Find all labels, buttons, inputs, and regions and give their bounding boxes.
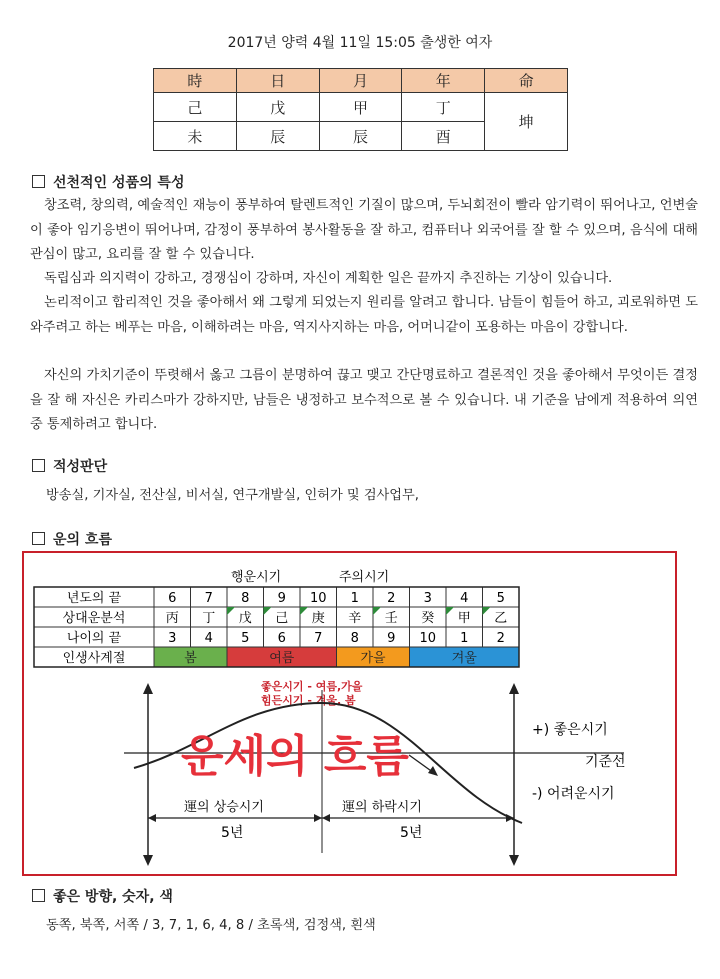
grid-value: 壬	[384, 611, 398, 626]
arrow-left-icon	[148, 814, 156, 822]
grid-value: 3	[168, 631, 177, 646]
grid-value: 6	[168, 591, 177, 606]
saju-stem-year: 丁	[402, 93, 485, 122]
arrow-right-icon	[506, 814, 514, 822]
grid-value: 丙	[165, 611, 179, 626]
row-label: 년도의 끝	[66, 591, 122, 606]
checkbox-icon	[32, 532, 45, 545]
grid-value: 7	[204, 591, 213, 606]
lucky-text: 동쪽, 북쪽, 서쪽 / 3, 7, 1, 6, 4, 8 / 초록색, 검정색, 흰색	[46, 918, 376, 933]
left-span-label: 5년	[221, 825, 244, 841]
grid-value: 9	[387, 631, 396, 646]
page-title: 2017년 양력 4월 11일 15:05 출생한 여자	[227, 35, 493, 51]
arrow-right-icon	[314, 814, 322, 822]
saju-stem-hour: 己	[154, 93, 237, 122]
saju-table	[153, 68, 568, 151]
caution-period-label: 주의시기	[339, 570, 390, 585]
saju-stem-day: 戊	[236, 93, 319, 122]
season-label: 가을	[360, 651, 386, 666]
grid-value: 10	[419, 631, 437, 646]
grid-value: 5	[241, 631, 250, 646]
section-heading-aptitude: 적성판단	[32, 456, 107, 476]
grid-value: 己	[275, 611, 289, 626]
grid-value: 10	[309, 591, 327, 606]
saju-header-life: 命	[485, 69, 568, 93]
grid-value: 7	[314, 631, 323, 646]
arrow-pointer-icon	[428, 766, 438, 776]
aptitude-text: 방송실, 기자실, 전산실, 비서실, 연구개발실, 인허가 및 검사업무,	[46, 488, 419, 503]
overlay-good-text: 좋은시기 - 여름,가을	[261, 680, 363, 693]
grid-value: 4	[460, 591, 469, 606]
grid-value: 丁	[202, 611, 216, 626]
arrow-left-icon	[322, 814, 330, 822]
grid-value: 1	[460, 631, 469, 646]
character-paragraph-2: 독립심과 의지력이 강하고, 경쟁심이 강하며, 자신이 계획한 일은 끝까지 추진하는 기상이 있습니다.	[44, 271, 613, 286]
row-label: 나이의 끝	[66, 631, 122, 646]
good-period-label: 행운시기	[231, 570, 282, 585]
section-heading-fortune: 운의 흐름	[32, 529, 112, 549]
grid-value: 8	[350, 631, 359, 646]
saju-branch-hour: 未	[154, 122, 237, 151]
saju-header-year: 年	[402, 69, 485, 93]
checkbox-icon	[32, 889, 45, 902]
section-heading-lucky: 좋은 방향, 숫자, 색	[32, 886, 173, 906]
right-span-label: 5년	[400, 825, 423, 841]
saju-life: 坤	[485, 93, 568, 151]
arrow-down-icon	[509, 855, 519, 866]
character-paragraph-4: 자신의 가치기준이 뚜렷해서 옳고 그름이 분명하여 끊고 맺고 간단명료하고 결론적인 것을 좋아해서 무엇이든 결정을 잘 해 자신은 카리스마가 강하지만, 남들은 냉정하고 보수적으로 볼 수 있습니다. 내 기준을 남에게 적용하여 의연 중 통제하려고 합니다.	[30, 368, 698, 432]
fortune-grid	[34, 587, 519, 667]
grid-value: 2	[496, 631, 505, 646]
arrow-up-icon	[509, 683, 519, 694]
fortune-flow-chart	[22, 551, 677, 876]
saju-branch-day: 辰	[236, 122, 319, 151]
grid-value: 8	[241, 591, 250, 606]
rise-period-label: 運의 상승시기	[184, 800, 264, 815]
grid-value: 5	[496, 591, 505, 606]
season-label: 겨울	[451, 651, 477, 666]
arrow-up-icon	[143, 683, 153, 694]
arrow-down-icon	[143, 855, 153, 866]
checkbox-icon	[32, 459, 45, 472]
fortune-chart-svg	[24, 553, 675, 874]
saju-stem-month: 甲	[319, 93, 402, 122]
grid-value: 乙	[494, 611, 508, 626]
overlay-hard-text: 힘든시기 - 겨울, 봄	[261, 694, 356, 707]
grid-value: 辛	[348, 611, 362, 626]
baseline-label: 기준선	[585, 754, 626, 770]
big-fortune-title: 운세의 흐름	[181, 731, 409, 782]
season-label: 봄	[184, 651, 197, 666]
season-label: 여름	[269, 651, 295, 666]
grid-value: 4	[204, 631, 213, 646]
bad-period-marker: -) 어려운시기	[532, 786, 615, 802]
saju-header-day: 日	[236, 69, 319, 93]
grid-value: 癸	[421, 611, 435, 626]
grid-value: 1	[350, 591, 359, 606]
saju-header-month: 月	[319, 69, 402, 93]
checkbox-icon	[32, 175, 45, 188]
grid-value: 戊	[238, 611, 252, 626]
row-label: 상대운분석	[62, 611, 126, 626]
character-paragraph-3: 논리적이고 합리적인 것을 좋아해서 왜 그렇게 되었는지 원리를 알려고 합니다. 남들이 힘들어 하고, 괴로워하면 도와주려고 하는 베푸는 마음, 이해하려는 마음, 역지사지하는 마음, 어머니같이 포용하는 마음이 강합니다.	[30, 295, 698, 335]
grid-value: 2	[387, 591, 396, 606]
row-label: 인생사계절	[62, 651, 126, 666]
grid-value: 庚	[311, 611, 325, 626]
grid-value: 9	[277, 591, 286, 606]
section-heading-character: 선천적인 성품의 특성	[32, 172, 184, 192]
grid-value: 3	[423, 591, 432, 606]
grid-value: 甲	[457, 611, 471, 626]
saju-branch-month: 辰	[319, 122, 402, 151]
character-paragraph-1: 창조력, 창의력, 예술적인 재능이 풍부하여 탈렌트적인 기질이 많으며, 두뇌회전이 빨라 암기력이 뛰어나고, 언변술이 좋아 임기응변이 뛰어나며, 감정이 풍부하여 봉사활동을 잘 하고, 컴퓨터나 외국어를 잘 할 수 있으며, 음식에 대해 관심이 많고, 요리를 잘 할 수 있습니다.	[30, 198, 698, 262]
grid-value: 6	[277, 631, 286, 646]
good-period-marker: +) 좋은시기	[532, 722, 608, 738]
saju-header-hour: 時	[154, 69, 237, 93]
fall-period-label: 運의 하락시기	[342, 800, 422, 815]
saju-branch-year: 酉	[402, 122, 485, 151]
